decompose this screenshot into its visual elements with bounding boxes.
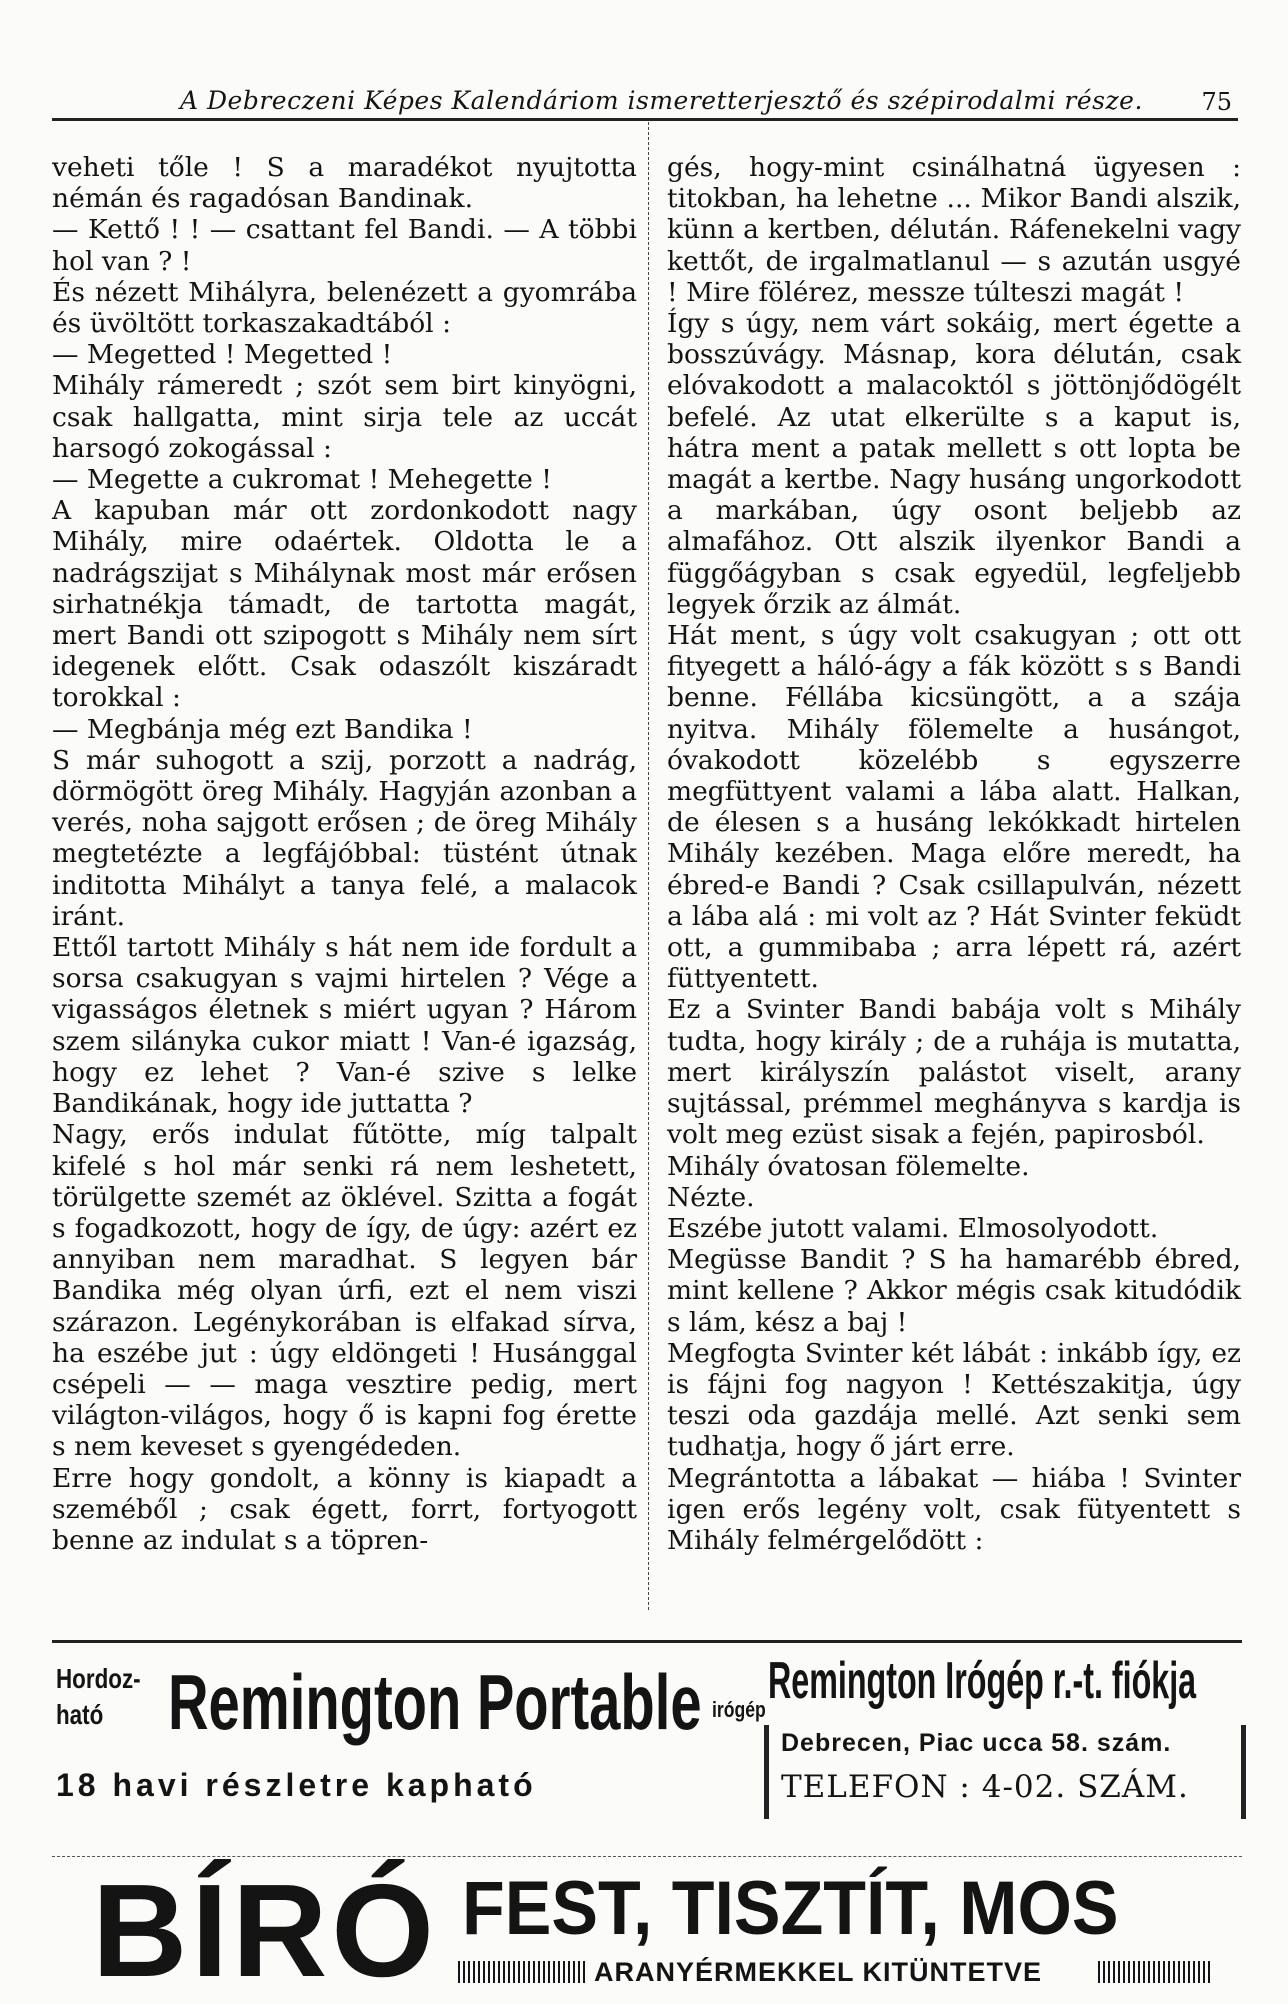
- paragraph: Mihály óvatosan fölemelte.: [667, 1150, 1030, 1182]
- paragraph: Eszébe jutott valami. Elmosolyodott.: [667, 1212, 1159, 1244]
- paragraph: Ez a Svinter Bandi babája volt s Mihály tudta, hogy király ; de a ruhája is mutatta, mert királyszín palástot viselt, arany sujtással, prémmel meghányva s kardja is volt meg ezüst sisak a fején, papirosból.: [667, 994, 1241, 1151]
- paragraph: Ettől tartott Mihály s hát nem ide fordult a sorsa csakugyan s vajmi hirtelen ? Vége a vigasságos életnek s miért ugyan ? Három szem silányka cukor miatt ! Van-é igazság, hogy ez lehet ? Van-é szive s lelke Bandikának, hogy ide juttatta ?: [52, 932, 637, 1120]
- paragraph: S már suhogott a szij, porzott a nadrág, dörmögött öreg Mihály. Hagyján azonban a verés, noha sajgott erősen ; de öreg Mihály megtetézte a legfájóbbal: tüstént útnak inditotta Mihályt a tanya felé, a malacok iránt.: [52, 744, 637, 932]
- medal-line: [458, 1957, 1218, 1987]
- biro-services: FEST, TISZTÍT, MOS: [462, 1866, 1119, 1951]
- paragraph: És nézett Mihályra, belenézett a gyomrába és üvöltött torkaszakadtából :: [52, 276, 637, 340]
- branch-contact-box: [764, 1725, 1246, 1819]
- running-title: A Debreczeni Képes Kalendáriom ismeretterjesztő és szépirodalmi része.: [180, 86, 1143, 115]
- left-column: [52, 152, 637, 1556]
- advertisement-remington: [52, 1640, 1242, 1833]
- paragraph: Így s úgy, nem várt sokáig, mert égette a bosszúvágy. Másnap, kora délután, csak elóvakodott a malacoktól s jöttönjődögélt befelé. Az utat elkerülte s a kaput is, hátra ment a patak mellett s ott lopta be magát a kertbe. Nagy husáng ungorkodott a markában, úgy osont beljebb az almafához. Ott alszik ilyenkor Bandi a függőágyban s csak egyedül, legfeljebb legyek őrzik az álmát.: [667, 308, 1241, 620]
- portable-label-line1: Hordoz-: [56, 1663, 141, 1694]
- biro-name: BÍRÓ: [92, 1857, 438, 2004]
- column-divider: [648, 122, 649, 1610]
- paragraph: Nézte.: [667, 1181, 755, 1213]
- medal-text: ARANYÉRMEKKEL KITÜNTETVE: [594, 1957, 1043, 1987]
- paragraph: — Kettő ! ! — csattant fel Bandi. — A többi hol van ? !: [52, 214, 637, 277]
- remington-branch-ad: [764, 1653, 1242, 1829]
- typewriter-label: irógép: [712, 1697, 766, 1722]
- portable-label-line2: ható: [56, 1699, 104, 1730]
- installment-offer: 18 havi részletre kapható: [56, 1767, 537, 1803]
- branch-address: Debrecen, Piac ucca 58. szám.: [781, 1729, 1172, 1757]
- running-header: [52, 84, 1238, 121]
- page-number: 75: [1201, 88, 1232, 116]
- remington-title: Remington Portable: [168, 1658, 702, 1746]
- paragraph: Hát ment, s úgy volt csakugyan ; ott ott fityegett a háló-ágy a fák között s s Bandi benne. Féllába kicsüngött, a a szája nyitva. Mihály fölemelte a husángot, óvakodott közelébb s egyszerre megfüttyent valami a lába alatt. Halkan, de élesen s a husáng lekókkadt hirtelen Mihály kezében. Maga előre meredt, ha ébred-e Bandi ? Csak csillapulván, nézett a lába alá : mi volt az ? Hát Svinter feküdt ott, a gummibaba ; arra lépett rá, azért füttyentett.: [667, 620, 1241, 995]
- advertisement-biro: [52, 1856, 1242, 2004]
- paragraph: veheti tőle ! S a maradékot nyujtotta némán és ragadósan Bandinak.: [52, 152, 637, 215]
- paragraph: — Megette a cukromat ! Mehegette !: [52, 464, 552, 496]
- branch-title: Remington Irógép r.-t. fiókja: [768, 1652, 1197, 1710]
- paragraph: Mihály rámeredt ; szót sem birt kinyögni, csak hallgatta, mint sirja tele az uccát harsogó zokogással :: [52, 370, 637, 464]
- remington-portable-ad: [52, 1651, 766, 1831]
- paragraph: Megfogta Svinter két lábát : inkább így, ez is fájni fog nagyon ! Kettészakitja, úgy teszi oda gazdája mellé. Azt senki sem tudhatja, hogy ő járt erre.: [667, 1337, 1241, 1463]
- paragraph: Megrántotta a lábakat — hiába ! Svinter igen erős legény volt, csak fütyentett s Mihály felmérgelődött :: [667, 1462, 1241, 1556]
- paragraph: — Megetted ! Megetted !: [52, 339, 393, 371]
- paragraph: Megüsse Bandit ? S ha hamarébb ébred, mint kellene ? Akkor mégis csak kitudódik s lám, kész a baj !: [667, 1244, 1241, 1338]
- decorative-bars-right: [1098, 1961, 1210, 1983]
- paragraph: Nagy, erős indulat fűtötte, míg talpalt kifelé s hol már senki rá nem leshetett, törülgette szemét az öklével. Szitta a fogát s fogadkozott, hogy de így, de úgy: azért ez annyiban nem maradhat. S legyen bár Bandika még olyan úrfi, ezt el nem viszi szárazon. Legénykorában is elfakad sírva, ha eszébe jut : úgy eldöngeti ! Husánggal csépeli — — maga vesztire pedig, mert világton-világos, hogy ő is kapni fog érette s nem keveset s gyengédeden.: [52, 1119, 637, 1463]
- paragraph: — Megbánja még ezt Bandika !: [52, 713, 473, 745]
- portable-label: [56, 1661, 141, 1733]
- paragraph: A kapuban már ott zordonkodott nagy Mihály, mire odaértek. Oldotta le a nadrágszijat s Mihálynak most már erősen sirhatnékja támadt, de tartotta magát, mert Bandi ott szipogott s Mihály nem sírt idegenek előtt. Csak odaszólt kiszáradt torokkal :: [52, 495, 637, 714]
- decorative-bars-left: [458, 1961, 586, 1983]
- paragraph: Erre hogy gondolt, a könny is kiapadt a szeméből ; csak égett, forrt, fortyogott benne az indulat s a töpren-: [52, 1462, 637, 1556]
- branch-phone: TELEFON : 4-02. SZÁM.: [781, 1769, 1189, 1805]
- paragraph: gés, hogy-mint csinálhatná ügyesen : titokban, ha lehetne ... Mikor Bandi alszik, künn a kertben, délután. Ráfenekelni vagy kettőt, de irgalmatlanul — s azután usgyé ! Mire fölérez, messze túlteszi magát !: [667, 152, 1241, 308]
- right-column: [667, 152, 1241, 1556]
